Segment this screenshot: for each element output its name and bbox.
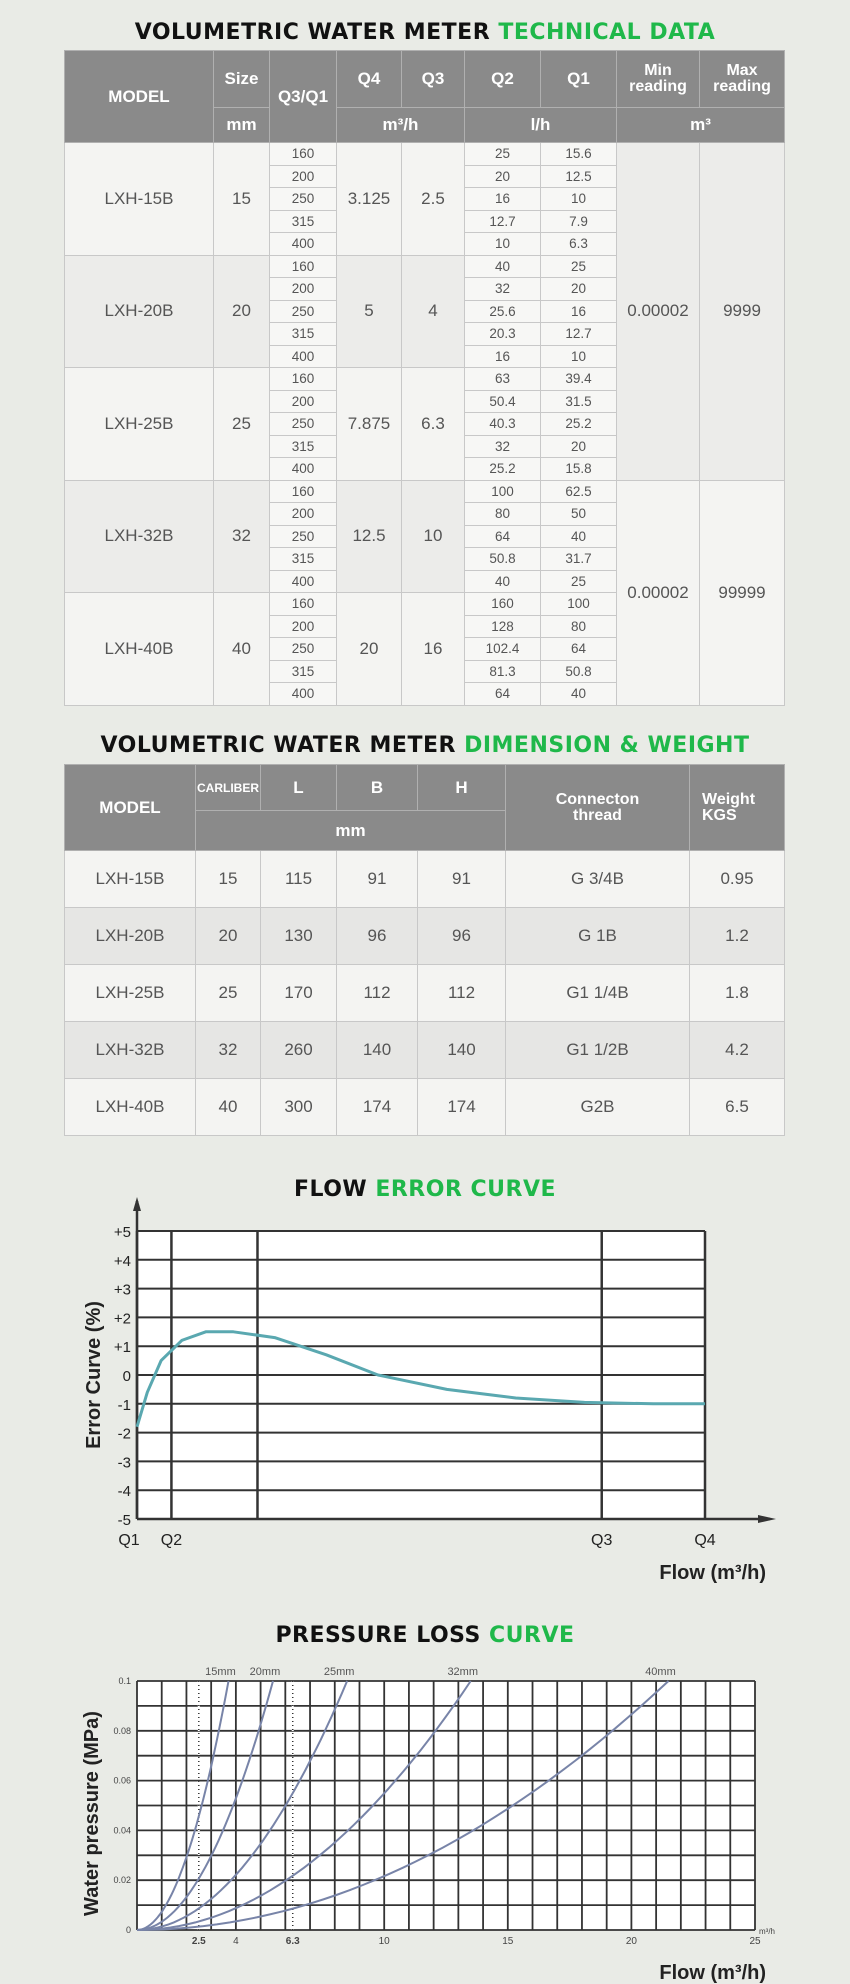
ratio-cell: 200 (270, 390, 337, 413)
ratio-cell: 250 (270, 300, 337, 323)
q3-cell: 2.5 (402, 143, 465, 256)
y-tick-label: -5 (117, 1512, 131, 1529)
q1-cell: 20 (541, 278, 617, 301)
model-cell: LXH-15B (65, 851, 196, 908)
y-tick-label: -3 (117, 1454, 131, 1472)
ratio-cell: 250 (270, 188, 337, 211)
q1-cell: 64 (541, 638, 617, 661)
x-axis-label: Flow (m³/h) (659, 1562, 766, 1584)
x-tick-label: 10 (378, 1936, 390, 1947)
ratio-cell: 160 (270, 368, 337, 391)
col-q3q1: Q3/Q1 (270, 51, 337, 143)
size-cell: 15 (214, 143, 270, 256)
q4-cell: 20 (337, 593, 402, 706)
ratio-cell: 160 (270, 593, 337, 616)
flow-error-chart (0, 1185, 850, 1585)
table-row (65, 965, 785, 1022)
ratio-cell: 160 (270, 480, 337, 503)
caliber-cell: 25 (196, 965, 261, 1022)
col-weight: Weight KGS (690, 765, 785, 851)
q1-cell: 62.5 (541, 480, 617, 503)
x-tick-label: 25 (749, 1936, 761, 1947)
q4-cell: 3.125 (337, 143, 402, 256)
q1-cell: 25.2 (541, 413, 617, 436)
q2-cell: 100 (465, 480, 541, 503)
q1-cell: 100 (541, 593, 617, 616)
q2-cell: 25.2 (465, 458, 541, 481)
thread-cell: G 3/4B (506, 851, 690, 908)
x-mark-label: Q4 (694, 1532, 716, 1549)
weight-cell: 1.8 (690, 965, 785, 1022)
q2-cell: 16 (465, 345, 541, 368)
ratio-cell: 400 (270, 233, 337, 256)
size-cell: 20 (214, 255, 270, 368)
q2-cell: 20 (465, 165, 541, 188)
ratio-cell: 400 (270, 345, 337, 368)
ratio-cell: 315 (270, 210, 337, 233)
q2-cell: 40 (465, 255, 541, 278)
q2-cell: 10 (465, 233, 541, 256)
weight-cell: 4.2 (690, 1022, 785, 1079)
q4-cell: 5 (337, 255, 402, 368)
unit-m3: m³ (617, 108, 785, 143)
x-unit-label: m³/h (759, 1927, 775, 1936)
x-mark-label: Q3 (591, 1532, 613, 1549)
q2-cell: 160 (465, 593, 541, 616)
q1-cell: 39.4 (541, 368, 617, 391)
q2-cell: 40.3 (465, 413, 541, 436)
q3-cell: 10 (402, 480, 465, 593)
col-q1: Q1 (541, 51, 617, 108)
ratio-cell: 200 (270, 615, 337, 638)
col-max-reading: Max reading (700, 51, 785, 108)
dim-title: VOLUMETRIC WATER METER DIMENSION & WEIGHT (100, 733, 750, 758)
tech-title: VOLUMETRIC WATER METER TECHNICAL DATA (134, 20, 716, 45)
col-q2: Q2 (465, 51, 541, 108)
weight-cell: 6.5 (690, 1079, 785, 1136)
model-cell: LXH-40B (65, 1079, 196, 1136)
ratio-cell: 315 (270, 660, 337, 683)
size-cell: 25 (214, 368, 270, 481)
table-row (65, 851, 785, 908)
table-row (65, 480, 785, 503)
y-tick-label: 0.06 (113, 1775, 131, 1786)
caliber-cell: 32 (196, 1022, 261, 1079)
table-row (65, 143, 785, 166)
x-tick-label: 2.5 (191, 1936, 206, 1947)
table-row (65, 1079, 785, 1136)
q1-cell: 20 (541, 435, 617, 458)
ratio-cell: 400 (270, 683, 337, 706)
q1-cell: 12.7 (541, 323, 617, 346)
q1-cell: 10 (541, 188, 617, 211)
pressure-loss-chart (0, 1650, 850, 1984)
max-reading-cell: 9999 (700, 143, 785, 481)
col-caliber: CARLIBER (196, 765, 261, 811)
b-cell: 174 (337, 1079, 418, 1136)
x-mark-label: Q1 (118, 1532, 140, 1549)
min-reading-cell: 0.00002 (617, 480, 700, 705)
unit-mm: mm (196, 811, 506, 851)
col-h: H (418, 765, 506, 811)
model-cell: LXH-25B (65, 368, 214, 481)
q4-cell: 12.5 (337, 480, 402, 593)
q2-cell: 50.4 (465, 390, 541, 413)
x-axis-arrow (758, 1515, 776, 1523)
table-row (65, 908, 785, 965)
x-tick-label: 20 (625, 1936, 637, 1947)
q1-cell: 31.5 (541, 390, 617, 413)
q2-cell: 32 (465, 435, 541, 458)
ratio-cell: 200 (270, 278, 337, 301)
q2-cell: 12.7 (465, 210, 541, 233)
b-cell: 140 (337, 1022, 418, 1079)
series-label: 15mm (205, 1666, 236, 1678)
series-label: 20mm (249, 1666, 281, 1678)
l-cell: 260 (261, 1022, 337, 1079)
caliber-cell: 40 (196, 1079, 261, 1136)
ratio-cell: 400 (270, 570, 337, 593)
q3-cell: 4 (402, 255, 465, 368)
q2-cell: 25 (465, 143, 541, 166)
q3-cell: 6.3 (402, 368, 465, 481)
q2-cell: 50.8 (465, 548, 541, 571)
q2-cell: 102.4 (465, 638, 541, 661)
b-cell: 91 (337, 851, 418, 908)
table-row (65, 1022, 785, 1079)
size-cell: 32 (214, 480, 270, 593)
y-axis-arrow (133, 1197, 141, 1211)
ratio-cell: 315 (270, 323, 337, 346)
q1-cell: 25 (541, 570, 617, 593)
l-cell: 115 (261, 851, 337, 908)
q1-cell: 6.3 (541, 233, 617, 256)
q2-cell: 63 (465, 368, 541, 391)
q1-cell: 16 (541, 300, 617, 323)
y-tick-label: 0.08 (113, 1725, 131, 1736)
y-tick-label: 0 (125, 1925, 131, 1935)
h-cell: 96 (418, 908, 506, 965)
series-label: 32mm (447, 1666, 479, 1678)
ratio-cell: 160 (270, 143, 337, 166)
q1-cell: 12.5 (541, 165, 617, 188)
l-cell: 170 (261, 965, 337, 1022)
y-axis-label: Error Curve (%) (83, 1301, 105, 1449)
h-cell: 174 (418, 1079, 506, 1136)
y-tick-label: +2 (113, 1310, 131, 1328)
ratio-cell: 160 (270, 255, 337, 278)
q2-cell: 40 (465, 570, 541, 593)
q2-cell: 64 (465, 683, 541, 706)
y-tick-label: +4 (113, 1252, 131, 1270)
ratio-cell: 315 (270, 435, 337, 458)
series-label: 40mm (645, 1666, 676, 1678)
x-mark-label: Q2 (160, 1532, 183, 1549)
series-label: 25mm (323, 1666, 355, 1678)
y-tick-label: 0.1 (118, 1676, 131, 1686)
ratio-cell: 200 (270, 503, 337, 526)
h-cell: 140 (418, 1022, 506, 1079)
h-cell: 112 (418, 965, 506, 1022)
q3-cell: 16 (402, 593, 465, 706)
y-tick-label: 0.02 (113, 1875, 131, 1886)
q1-cell: 50.8 (541, 660, 617, 683)
pressure-loss-title: PRESSURE LOSS CURVE (275, 1623, 575, 1648)
model-cell: LXH-25B (65, 965, 196, 1022)
q2-cell: 20.3 (465, 323, 541, 346)
model-cell: LXH-40B (65, 593, 214, 706)
thread-cell: G 1B (506, 908, 690, 965)
q2-cell: 128 (465, 615, 541, 638)
q1-cell: 7.9 (541, 210, 617, 233)
q4-cell: 7.875 (337, 368, 402, 481)
col-q3: Q3 (402, 51, 465, 108)
col-model: MODEL (65, 51, 214, 143)
ratio-cell: 250 (270, 525, 337, 548)
size-cell: 40 (214, 593, 270, 706)
model-cell: LXH-20B (65, 255, 214, 368)
technical-data-table (64, 50, 785, 706)
y-tick-label: +1 (113, 1339, 131, 1357)
min-reading-cell: 0.00002 (617, 143, 700, 481)
ratio-cell: 400 (270, 458, 337, 481)
y-tick-label: -4 (117, 1483, 131, 1501)
b-cell: 96 (337, 908, 418, 965)
ratio-cell: 200 (270, 165, 337, 188)
ratio-cell: 250 (270, 413, 337, 436)
max-reading-cell: 99999 (700, 480, 785, 705)
col-b: B (337, 765, 418, 811)
x-tick-label: 4 (233, 1936, 239, 1947)
q1-cell: 10 (541, 345, 617, 368)
q2-cell: 81.3 (465, 660, 541, 683)
q2-cell: 80 (465, 503, 541, 526)
q2-cell: 16 (465, 188, 541, 211)
q2-cell: 32 (465, 278, 541, 301)
weight-cell: 0.95 (690, 851, 785, 908)
y-tick-label: -1 (117, 1396, 131, 1414)
q1-cell: 15.6 (541, 143, 617, 166)
h-cell: 91 (418, 851, 506, 908)
unit-lh: l/h (465, 108, 617, 143)
weight-cell: 1.2 (690, 908, 785, 965)
x-tick-label: 6.3 (285, 1936, 300, 1947)
unit-m3h: m³/h (337, 108, 465, 143)
unit-mm: mm (214, 108, 270, 143)
col-size: Size (214, 51, 270, 108)
error-curve-title: FLOW ERROR CURVE (293, 1177, 557, 1202)
q1-cell: 40 (541, 683, 617, 706)
y-axis-label: Water pressure (MPa) (81, 1711, 103, 1916)
q1-cell: 31.7 (541, 548, 617, 571)
model-cell: LXH-20B (65, 908, 196, 965)
col-q4: Q4 (337, 51, 402, 108)
q1-cell: 50 (541, 503, 617, 526)
thread-cell: G2B (506, 1079, 690, 1136)
col-l: L (261, 765, 337, 811)
q1-cell: 25 (541, 255, 617, 278)
y-tick-label: 0 (122, 1368, 131, 1385)
y-tick-label: +5 (113, 1224, 131, 1241)
y-tick-label: -2 (117, 1425, 131, 1443)
model-cell: LXH-32B (65, 1022, 196, 1079)
q2-cell: 64 (465, 525, 541, 548)
model-cell: LXH-15B (65, 143, 214, 256)
ratio-cell: 315 (270, 548, 337, 571)
dimension-weight-table (64, 764, 785, 1136)
q1-cell: 40 (541, 525, 617, 548)
l-cell: 300 (261, 1079, 337, 1136)
l-cell: 130 (261, 908, 337, 965)
col-thread: Connecton thread (506, 765, 690, 851)
col-min-reading: Min reading (617, 51, 700, 108)
y-tick-label: 0.04 (113, 1825, 131, 1836)
ratio-cell: 250 (270, 638, 337, 661)
y-tick-label: +3 (113, 1281, 131, 1299)
x-axis-label: Flow (m³/h) (659, 1962, 766, 1984)
q1-cell: 80 (541, 615, 617, 638)
thread-cell: G1 1/2B (506, 1022, 690, 1079)
caliber-cell: 15 (196, 851, 261, 908)
caliber-cell: 20 (196, 908, 261, 965)
b-cell: 112 (337, 965, 418, 1022)
q1-cell: 15.8 (541, 458, 617, 481)
model-cell: LXH-32B (65, 480, 214, 593)
x-tick-label: 15 (502, 1936, 514, 1947)
thread-cell: G1 1/4B (506, 965, 690, 1022)
col-model: MODEL (65, 765, 196, 851)
q2-cell: 25.6 (465, 300, 541, 323)
